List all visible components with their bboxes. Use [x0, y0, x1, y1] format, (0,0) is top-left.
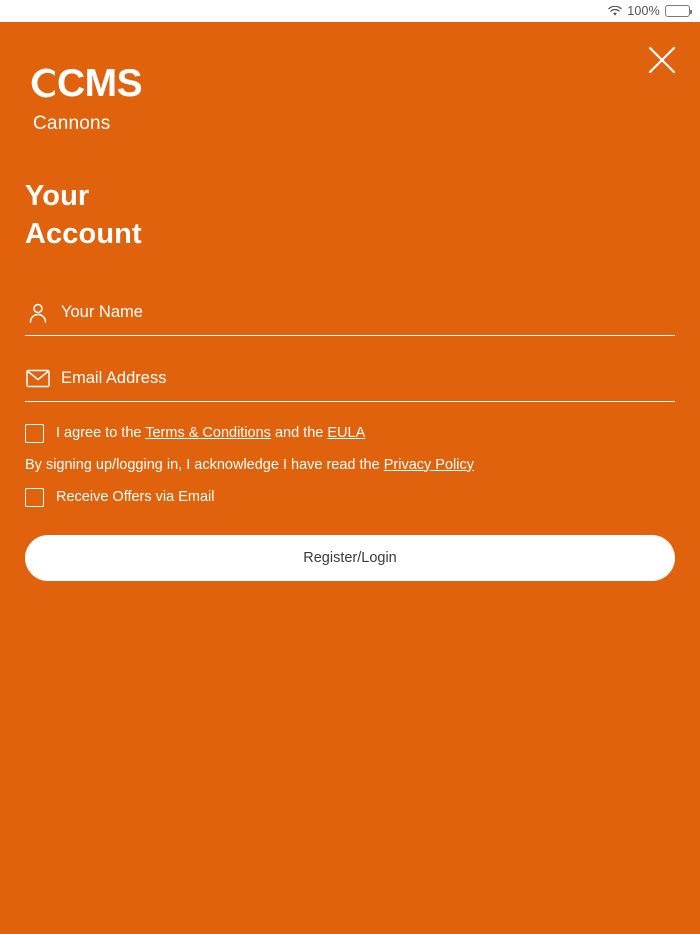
wifi-icon: [608, 6, 622, 17]
offers-checkbox[interactable]: [25, 488, 44, 507]
name-field-row[interactable]: [25, 300, 675, 336]
page-title-line2: Account: [25, 218, 142, 251]
c-arc-icon: [25, 66, 59, 100]
email-input[interactable]: [61, 369, 675, 388]
brand-block: [25, 62, 675, 135]
terms-and-conditions-link[interactable]: Terms & Conditions: [145, 424, 271, 441]
close-icon[interactable]: [642, 40, 682, 80]
terms-checkbox[interactable]: [25, 424, 44, 443]
terms-middle-text: and the: [270, 424, 328, 441]
terms-agreement-label: [56, 424, 365, 443]
offers-row[interactable]: [25, 488, 675, 507]
email-field-row[interactable]: [25, 366, 675, 402]
page-title-line1: Your: [25, 180, 90, 212]
acknowledgement-text: [25, 456, 675, 475]
terms-agreement-row[interactable]: [25, 424, 675, 443]
name-input[interactable]: [61, 303, 675, 322]
offers-label: Receive Offers via Email: [56, 489, 215, 506]
logo-row: [25, 62, 675, 104]
battery-percentage: 100%: [627, 4, 660, 18]
page-title: [25, 177, 675, 254]
person-icon: [25, 300, 51, 326]
status-bar: [0, 0, 700, 22]
account-form: [0, 62, 700, 581]
acknowledgement-prefix: By signing up/logging in, I acknowledge I have read the: [25, 456, 384, 473]
register-login-button[interactable]: Register/Login: [25, 535, 675, 581]
privacy-policy-link[interactable]: Privacy Policy: [383, 456, 474, 473]
brand-subtitle: Cannons: [33, 113, 111, 134]
battery-icon: [665, 5, 690, 17]
status-bar-right: [608, 4, 690, 18]
logo-text: CMS: [57, 61, 143, 105]
terms-prefix-text: I agree to the: [56, 424, 146, 441]
envelope-icon: [25, 366, 51, 392]
eula-link[interactable]: EULA: [327, 424, 366, 441]
